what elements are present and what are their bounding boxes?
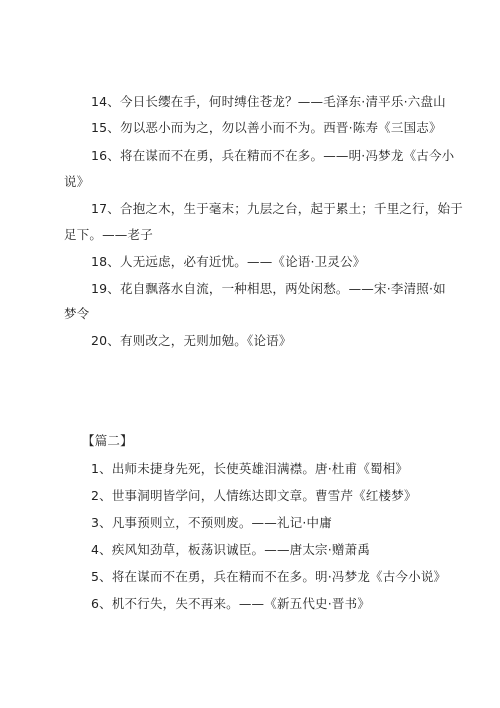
quote-3: 3、凡事预则立，不预则废。——礼记·中庸: [91, 515, 332, 530]
quote-19: 19、花自飘落水自流，一种相思，两处闲愁。——宋·李清照·如: [91, 281, 446, 296]
quote-18: 18、人无远虑，必有近忧。——《论语·卫灵公》: [91, 254, 366, 269]
quote-19-continued: 梦令: [64, 306, 90, 321]
quote-16-continued: 说》: [64, 174, 90, 189]
quote-17: 17、合抱之木，生于毫末；九层之台，起于累土；千里之行，始于: [91, 201, 463, 216]
quote-20: 20、有则改之，无则加勉。《论语》: [91, 333, 292, 348]
quote-4: 4、疾风知劲草，板荡识诚臣。——唐太宗·赠萧禹: [91, 542, 371, 557]
quote-1: 1、出师未捷身先死，长使英雄泪满襟。唐·杜甫《蜀相》: [91, 461, 409, 476]
quote-15: 15、勿以恶小而为之，勿以善小而不为。西晋·陈寿《三国志》: [91, 120, 442, 135]
quote-5: 5、将在谋而不在勇，兵在精而不在多。明·冯梦龙《古今小说》: [91, 569, 447, 584]
quote-16: 16、将在谋而不在勇，兵在精而不在多。——明·冯梦龙《古今小: [91, 148, 455, 163]
quote-6: 6、机不行失，失不再来。——《新五代史·晋书》: [91, 596, 371, 611]
section-heading: 【篇二】: [82, 433, 133, 448]
quote-14: 14、今日长缨在手，何时缚住苍龙？——毛泽东·清平乐·六盘山: [91, 94, 446, 109]
quote-17-continued: 足下。——老子: [64, 227, 153, 242]
quote-2: 2、世事洞明皆学问，人情练达即文章。曹雪芹《红楼梦》: [91, 488, 417, 503]
